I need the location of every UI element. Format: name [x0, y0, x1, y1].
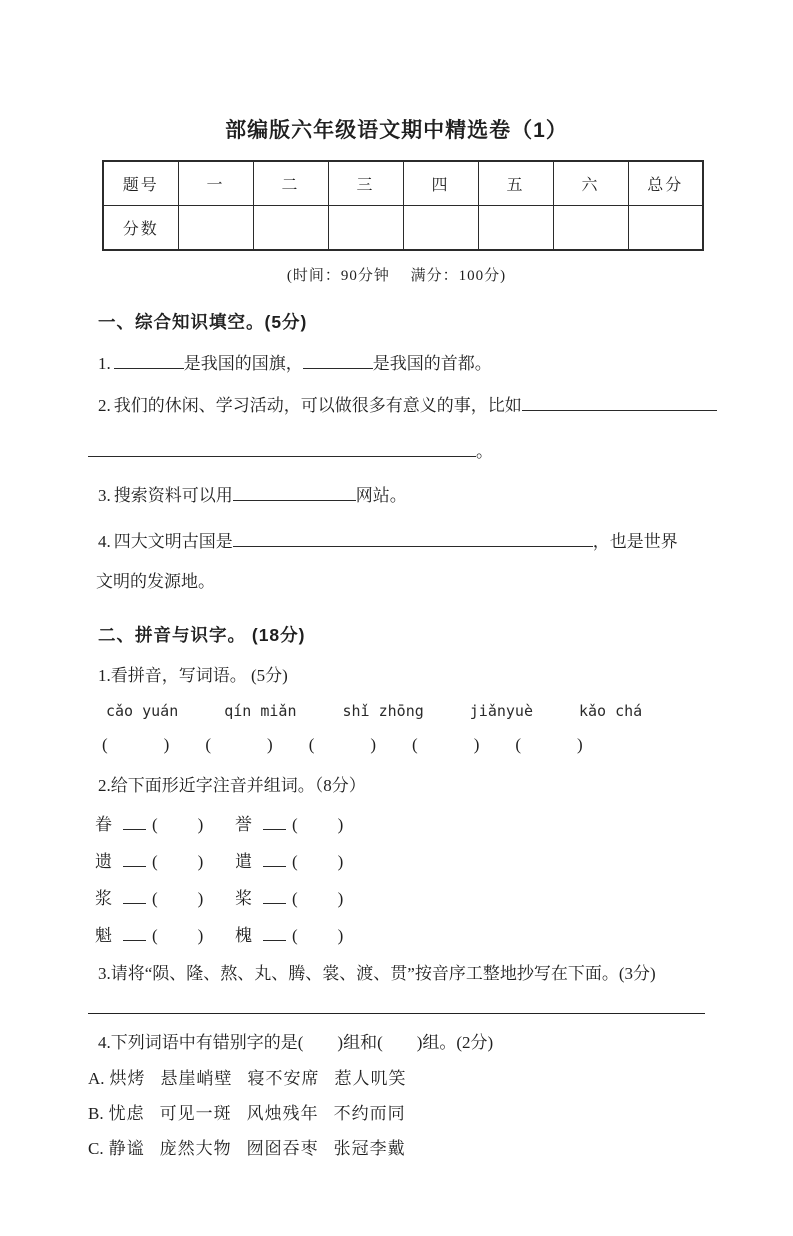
question-text: 文明的发源地。: [96, 572, 215, 591]
character: 眷: [95, 815, 112, 834]
open-paren: (: [308, 735, 315, 754]
question-text: 搜索资料可以用: [113, 486, 233, 505]
char-pair-row: [95, 916, 705, 946]
score-table: [102, 160, 704, 251]
score-table-header-row: [103, 161, 703, 206]
open-paren: (: [152, 889, 158, 908]
s1-question-2-continuation: [88, 440, 705, 464]
answer-blank: [522, 395, 717, 411]
pinyin-word: qín miǎn: [224, 702, 297, 720]
answer-parens: [309, 735, 376, 755]
section2-heading: 二、拼音与识字。 (18分): [98, 625, 306, 645]
option-row-c: [88, 1138, 705, 1160]
char-pair-cell: [95, 884, 235, 909]
open-paren: (: [292, 926, 298, 945]
option-word: 庞然大物: [159, 1139, 232, 1158]
score-table-value-row: [103, 206, 703, 251]
pinyin-word: shǐ zhōng: [342, 702, 424, 720]
char-pair-row: [95, 879, 705, 909]
open-paren: (: [292, 815, 298, 834]
answer-parens: [205, 735, 272, 755]
score-cell: [553, 206, 628, 251]
score-header-cell: 六: [553, 161, 628, 206]
answer-writing-line: [88, 1012, 705, 1014]
score-cell: [628, 206, 703, 251]
pinyin-word: jiǎnyuè: [469, 702, 533, 720]
question-text: ，也是世界: [592, 532, 678, 551]
score-header-cell: 三: [328, 161, 403, 206]
pinyin-blank: [123, 925, 146, 941]
question-text: 。: [476, 442, 493, 461]
score-cell: [403, 206, 478, 251]
question-text: 1.看拼音，写词语。 (5分): [98, 666, 288, 685]
pinyin-blank: [123, 888, 146, 904]
option-word: 囫囵吞枣: [246, 1139, 319, 1158]
question-number: 4.: [98, 532, 111, 551]
open-paren: (: [205, 735, 212, 754]
close-paren: ): [337, 815, 344, 834]
option-word: 张冠李戴: [333, 1139, 406, 1158]
close-paren: ): [267, 735, 273, 754]
open-paren: (: [152, 815, 158, 834]
question-text: 2.给下面形近字注音并组词。（8分）: [98, 776, 366, 795]
close-paren: ): [577, 735, 583, 754]
pinyin-blank: [263, 814, 286, 830]
exam-meta-line: (时间：90分钟 满分：100分): [286, 268, 507, 284]
score-header-cell: 四: [403, 161, 478, 206]
pinyin-word: cǎo yuán: [106, 702, 179, 720]
answer-blank: [88, 441, 476, 457]
score-row-label: 分数: [103, 206, 178, 251]
open-paren: (: [292, 852, 298, 871]
open-paren: (: [515, 735, 522, 754]
close-paren: ): [163, 735, 170, 754]
question-number: 1.: [98, 354, 111, 373]
exam-paper-page: [0, 114, 793, 1236]
char-pair-cell: [235, 921, 375, 946]
question-text: 3.请将“陨、隆、熬、丸、腾、裳、渡、贯”按音序工整地抄写在下面。(3分): [98, 964, 656, 983]
pinyin-blank: [263, 925, 286, 941]
option-word: 寝不安席: [247, 1069, 320, 1088]
option-word: 风烛残年: [246, 1104, 319, 1123]
answer-blank: [233, 485, 356, 501]
score-header-cell: 一: [178, 161, 253, 206]
question-number: 3.: [98, 486, 111, 505]
open-paren: (: [412, 735, 418, 754]
question-text: 网站。: [355, 486, 407, 505]
character: 誉: [235, 815, 252, 834]
option-word: 可见一斑: [159, 1104, 232, 1123]
option-word: 静谧: [108, 1139, 145, 1158]
question-text: 是我国的首都。: [372, 354, 492, 373]
option-label: C.: [88, 1139, 104, 1158]
pinyin-blank: [263, 888, 286, 904]
pinyin-row: [88, 702, 705, 720]
close-paren: ): [197, 815, 204, 834]
character: 槐: [235, 926, 252, 945]
close-paren: ): [197, 889, 204, 908]
option-word: 忧虑: [108, 1104, 145, 1123]
char-pair-cell: [95, 921, 235, 946]
page-title: 部编版六年级语文期中精选卷（1）: [225, 119, 568, 142]
answer-parens: [412, 735, 479, 755]
answer-parens: [515, 735, 582, 755]
close-paren: ): [197, 926, 204, 945]
char-pair-row: [95, 805, 705, 835]
answer-parens: [102, 735, 169, 755]
question-text: 我们的休闲、学习活动，可以做很多有意义的事，比如: [113, 396, 522, 415]
question-text: 4.下列词语中有错别字的是( )组和( )组。(2分): [98, 1033, 494, 1052]
s1-question-4: [98, 530, 705, 554]
answer-blank: [233, 531, 593, 547]
option-word: 烘烤: [109, 1069, 146, 1088]
close-paren: ): [337, 852, 344, 871]
open-paren: (: [292, 889, 298, 908]
score-cell: [178, 206, 253, 251]
close-paren: ): [370, 735, 377, 754]
character: 浆: [95, 889, 112, 908]
option-label: B.: [88, 1104, 104, 1123]
answer-paren-row: [88, 735, 705, 755]
close-paren: ): [197, 852, 204, 871]
close-paren: ): [337, 926, 344, 945]
score-header-cell: 题号: [103, 161, 178, 206]
option-word: 不约而同: [333, 1104, 406, 1123]
pinyin-blank: [263, 851, 286, 867]
close-paren: ): [473, 735, 480, 754]
question-number: 2.: [98, 396, 111, 415]
score-header-cell: 二: [253, 161, 328, 206]
score-cell: [253, 206, 328, 251]
char-pair-cell: [235, 884, 375, 909]
close-paren: ): [337, 889, 344, 908]
s2-question-3: [98, 962, 705, 986]
character: 桨: [235, 889, 252, 908]
option-row-b: [88, 1103, 705, 1125]
option-word: 惹人叽笑: [334, 1069, 407, 1088]
s2-question-2: [98, 774, 705, 798]
option-word: 悬崖峭壁: [160, 1069, 233, 1088]
s1-question-2: [98, 394, 705, 418]
score-header-cell: 五: [478, 161, 553, 206]
option-label: A.: [88, 1069, 105, 1088]
score-header-cell: 总分: [628, 161, 703, 206]
s1-question-4-continuation: [96, 570, 705, 594]
score-cell: [328, 206, 403, 251]
char-pair-cell: [95, 810, 235, 835]
open-paren: (: [152, 852, 158, 871]
char-pair-cell: [95, 847, 235, 872]
character: 魁: [95, 926, 112, 945]
question-text: 是我国的国旗，: [183, 354, 303, 373]
char-pair-row: [95, 842, 705, 872]
s1-question-1: [98, 352, 705, 376]
answer-blank: [303, 353, 373, 369]
s2-question-4: [98, 1031, 705, 1055]
score-cell: [478, 206, 553, 251]
char-pair-cell: [235, 810, 375, 835]
option-row-a: [88, 1068, 705, 1090]
pinyin-blank: [123, 814, 146, 830]
question-text: 四大文明古国是: [113, 532, 233, 551]
s2-question-1: [98, 664, 705, 688]
character: 遗: [95, 852, 112, 871]
open-paren: (: [152, 926, 158, 945]
answer-blank: [114, 353, 184, 369]
char-pair-cell: [235, 847, 375, 872]
character: 遣: [235, 852, 252, 871]
pinyin-blank: [123, 851, 146, 867]
s1-question-3: [98, 484, 705, 508]
pinyin-word: kǎo chá: [579, 702, 643, 720]
section1-heading: 一、综合知识填空。(5分): [98, 312, 308, 332]
open-paren: (: [102, 735, 108, 754]
